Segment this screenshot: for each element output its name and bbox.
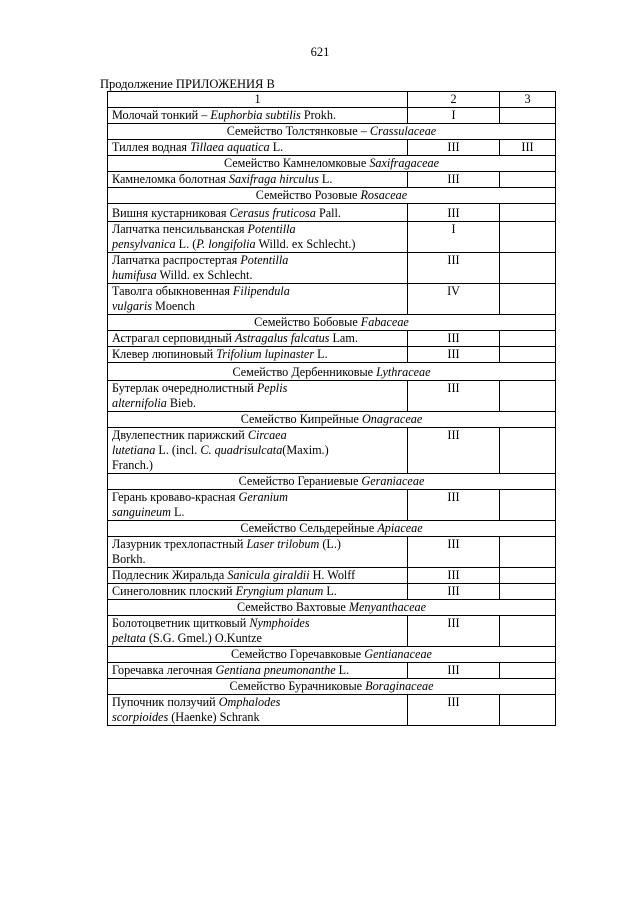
name-text: Семейство Камнеломковые [223, 156, 370, 170]
column-3-cell [500, 222, 556, 253]
category-cell: IV [408, 284, 500, 315]
category-cell: III [408, 490, 500, 521]
latin-name: Nymphoides [249, 616, 310, 630]
column-3-cell [500, 381, 556, 412]
name-text: (L.) [319, 537, 341, 551]
column-3-cell [500, 695, 556, 726]
latin-name: Crassulaceae [369, 124, 437, 138]
name-text: H. Wolff [309, 568, 356, 582]
column-3-cell [500, 537, 556, 568]
latin-name: Euphorbia subtilis [210, 108, 301, 122]
latin-name: Boraginaceae [365, 679, 434, 693]
species-name-cell [108, 204, 408, 222]
species-name-cell [108, 537, 408, 568]
species-row [108, 616, 556, 647]
species-name-cell [108, 490, 408, 521]
name-text: Семейство Бурачниковые [229, 679, 366, 693]
name-text: Таволга обыкновенная [112, 284, 233, 298]
category-cell: I [408, 222, 500, 253]
column-3-cell [500, 568, 556, 584]
category-cell: III [408, 616, 500, 647]
species-name-cell [108, 584, 408, 600]
category-cell: III [408, 347, 500, 363]
latin-name: peltata [112, 631, 146, 645]
latin-name: sanguineum [112, 505, 171, 519]
latin-name: Astragalus falcatus [234, 331, 330, 345]
name-text: Prokh. [300, 108, 336, 122]
name-text: (Haenke) Schrank [168, 710, 260, 724]
family-name-cell [108, 188, 556, 204]
column-3-cell [500, 428, 556, 474]
species-row [108, 663, 556, 679]
column-3-cell [500, 108, 556, 124]
category-cell: III [408, 663, 500, 679]
family-row [108, 474, 556, 490]
column-3-cell [500, 284, 556, 315]
category-cell: III [408, 584, 500, 600]
species-name-cell [108, 253, 408, 284]
species-row [108, 253, 556, 284]
name-text: Pall. [315, 206, 341, 220]
column-header-3: 3 [500, 92, 556, 108]
category-cell: III [408, 428, 500, 474]
family-row [108, 412, 556, 428]
species-row [108, 537, 556, 568]
family-name-cell [108, 156, 556, 172]
latin-name: Lythraceae [376, 365, 431, 379]
species-name-cell [108, 222, 408, 253]
name-text: Астрагал серповидный [112, 331, 235, 345]
latin-name: Circaea [247, 428, 287, 442]
name-text: L. [269, 140, 284, 154]
family-name-cell [108, 124, 556, 140]
family-name-cell [108, 679, 556, 695]
column-3-cell [500, 204, 556, 222]
latin-name: C. quadrisulcata [200, 443, 283, 457]
category-cell: III [408, 204, 500, 222]
category-cell: III [408, 695, 500, 726]
name-text: Borkh. [112, 552, 146, 566]
name-text: Willd. ex Schlecht. [156, 268, 253, 282]
name-text: Клевер люпиновый [112, 347, 217, 361]
column-header-2: 2 [408, 92, 500, 108]
species-name-cell [108, 331, 408, 347]
name-text: Семейство Бобовые [254, 315, 361, 329]
family-row [108, 315, 556, 331]
family-row [108, 124, 556, 140]
category-cell: III [408, 381, 500, 412]
species-row [108, 381, 556, 412]
name-text: Семейство Вахтовые [236, 600, 349, 614]
species-name-cell [108, 284, 408, 315]
latin-name: Omphalodes [218, 695, 281, 709]
name-text: Горечавка легочная [112, 663, 216, 677]
page-number: 621 [310, 45, 330, 59]
name-text: Franch.) [112, 458, 153, 472]
latin-name: scorpioides [112, 710, 169, 724]
category-cell: III [408, 253, 500, 284]
name-text: Синеголовник плоский [112, 584, 236, 598]
continuation-title: Продолжение ПРИЛОЖЕНИЯ В [100, 77, 275, 91]
species-row [108, 284, 556, 315]
name-text: L. [318, 172, 333, 186]
latin-name: alternifolia [112, 396, 167, 410]
name-text: L. [314, 347, 328, 361]
family-row [108, 156, 556, 172]
name-text: Двулепестник парижский [112, 428, 248, 442]
name-text: L. [323, 584, 337, 598]
name-text: L. [170, 505, 185, 519]
family-row [108, 679, 556, 695]
species-row [108, 108, 556, 124]
latin-name: Geraniaceae [361, 474, 425, 488]
species-row [108, 331, 556, 347]
family-name-cell [108, 521, 556, 537]
latin-name: lutetiana [112, 443, 156, 457]
latin-name: pensylvanica [112, 237, 176, 251]
name-text: Подлесник Жиральда [112, 568, 228, 582]
name-text: Семейство Кипрейные [240, 412, 362, 426]
latin-name: Tillaea aquatica [190, 140, 270, 154]
latin-name: Saxifragaceae [369, 156, 440, 170]
category-cell: III [408, 568, 500, 584]
species-row [108, 347, 556, 363]
species-table-body [108, 92, 556, 726]
latin-name: Rosaceae [360, 188, 408, 202]
name-text: Камнеломка болотная [112, 172, 229, 186]
column-3-cell [500, 490, 556, 521]
name-text: L. [335, 663, 350, 677]
name-text: (S.G. Gmel.) O.Kuntze [145, 631, 262, 645]
latin-name: Menyanthaceae [348, 600, 427, 614]
name-text: Бутерлак очереднолистный [112, 381, 257, 395]
species-name-cell [108, 172, 408, 188]
latin-name: Peplis [256, 381, 288, 395]
column-header-1: 1 [108, 92, 408, 108]
species-row [108, 172, 556, 188]
species-table [107, 91, 556, 726]
latin-name: Filipendula [232, 284, 290, 298]
column-3-cell [500, 253, 556, 284]
species-row [108, 490, 556, 521]
family-name-cell [108, 647, 556, 663]
name-text: Болотоцветник щитковый [112, 616, 250, 630]
name-text: Лапчатка пенсильванская [112, 222, 248, 236]
name-text: Lam. [329, 331, 358, 345]
family-name-cell [108, 363, 556, 381]
family-row [108, 647, 556, 663]
name-text: Willd. ex Schlecht.) [255, 237, 356, 251]
category-cell: III [408, 537, 500, 568]
name-text: Moench [151, 299, 195, 313]
name-text: Семейство Гераниевые [238, 474, 362, 488]
name-text: Лапчатка распростертая [112, 253, 241, 267]
latin-name: Potentilla [240, 253, 289, 267]
species-name-cell [108, 381, 408, 412]
species-name-cell [108, 108, 408, 124]
species-row [108, 584, 556, 600]
species-name-cell [108, 663, 408, 679]
species-row [108, 568, 556, 584]
family-row [108, 521, 556, 537]
column-3-cell: III [500, 140, 556, 156]
species-name-cell [108, 568, 408, 584]
family-name-cell [108, 600, 556, 616]
latin-name: Gentianaceae [364, 647, 432, 661]
category-cell: III [408, 172, 500, 188]
latin-name: Potentilla [247, 222, 296, 236]
column-3-cell [500, 331, 556, 347]
species-row [108, 204, 556, 222]
name-text: Вишня кустарниковая [112, 206, 230, 220]
column-3-cell [500, 616, 556, 647]
latin-name: P. longifolia [196, 237, 256, 251]
name-text: (Maxim.) [282, 443, 329, 457]
latin-name: Onagraceae [362, 412, 423, 426]
family-row [108, 188, 556, 204]
species-name-cell [108, 140, 408, 156]
latin-name: Gentiana pneumonanthe [215, 663, 336, 677]
name-text: Bieb. [166, 396, 196, 410]
latin-name: Sanicula giraldii [227, 568, 310, 582]
species-name-cell [108, 428, 408, 474]
column-3-cell [500, 663, 556, 679]
name-text: Лазурник трехлопастный [112, 537, 247, 551]
species-row [108, 695, 556, 726]
category-cell: III [408, 140, 500, 156]
latin-name: Saxifraga hirculus [228, 172, 319, 186]
column-3-cell [500, 172, 556, 188]
name-text: L. (incl. [155, 443, 201, 457]
category-cell: III [408, 331, 500, 347]
latin-name: Trifolium lupinaster [216, 347, 315, 361]
name-text: Пупочник ползучий [112, 695, 219, 709]
family-name-cell [108, 474, 556, 490]
name-text: Семейство Розовые [255, 188, 361, 202]
name-text: Семейство Дербенниковые [232, 365, 377, 379]
species-row [108, 140, 556, 156]
name-text: Семейство Горечавковые [231, 647, 365, 661]
family-name-cell [108, 315, 556, 331]
family-name-cell [108, 412, 556, 428]
latin-name: Geranium [238, 490, 288, 504]
species-name-cell [108, 695, 408, 726]
name-text: Герань кроваво-красная [112, 490, 239, 504]
latin-name: Cerasus fruticosa [229, 206, 316, 220]
name-text: Семейство Толстянковые – [226, 124, 370, 138]
family-row [108, 600, 556, 616]
species-row [108, 222, 556, 253]
name-text: Семейство Сельдерейные [240, 521, 378, 535]
species-name-cell [108, 616, 408, 647]
column-3-cell [500, 347, 556, 363]
species-row [108, 428, 556, 474]
name-text: Тиллея водная [112, 140, 191, 154]
name-text: Молочай тонкий – [112, 108, 211, 122]
family-row [108, 363, 556, 381]
table-header-row [108, 92, 556, 108]
latin-name: humifusa [112, 268, 157, 282]
column-3-cell [500, 584, 556, 600]
species-name-cell [108, 347, 408, 363]
name-text: L. ( [175, 237, 197, 251]
category-cell: I [408, 108, 500, 124]
latin-name: Apiaceae [377, 521, 423, 535]
latin-name: Laser trilobum [246, 537, 320, 551]
latin-name: vulgaris [112, 299, 152, 313]
latin-name: Fabaceae [360, 315, 409, 329]
latin-name: Eryngium planum [235, 584, 324, 598]
